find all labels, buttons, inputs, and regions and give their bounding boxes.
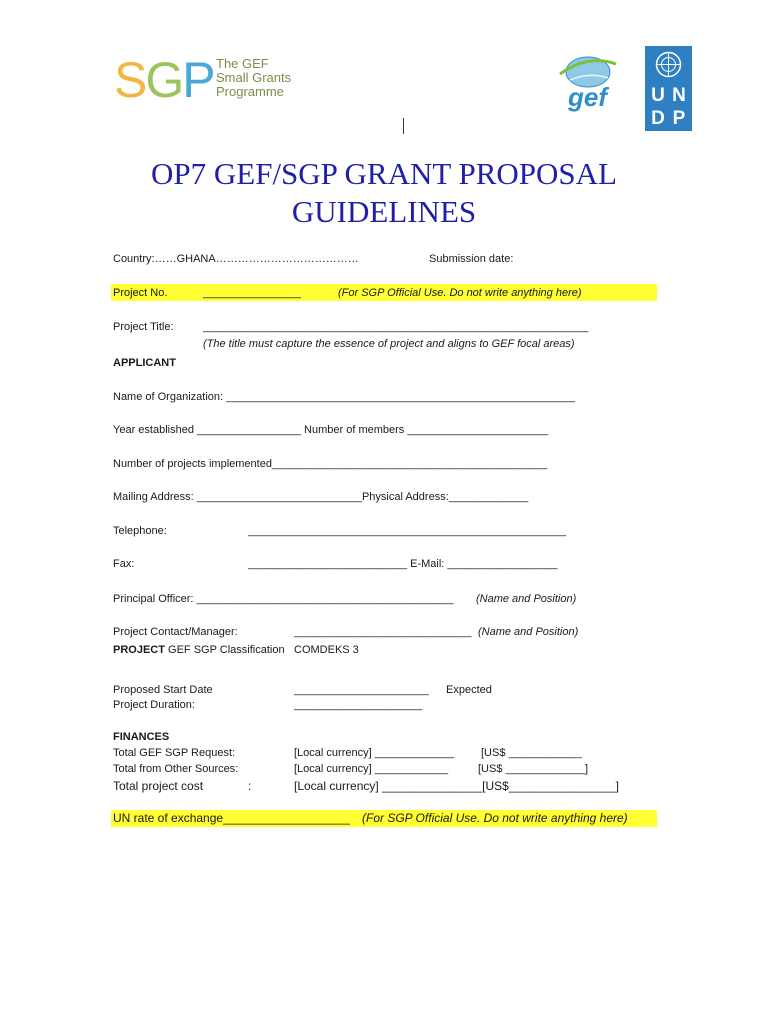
sgp-logo-line-2: Small Grants — [216, 70, 292, 85]
classification-value: COMDEKS 3 — [294, 644, 359, 656]
undp-letter-d: D — [651, 108, 665, 129]
applicant-heading: APPLICANT — [113, 357, 176, 369]
undp-logo — [645, 46, 692, 131]
principal-officer-note: (Name and Position) — [476, 593, 577, 605]
gef-request-usd-field[interactable]: [US$ ____________ — [481, 747, 582, 759]
project-contact-field[interactable]: _____________________________ — [294, 626, 472, 638]
principal-officer-field[interactable]: Principal Officer: __________________________________________ — [113, 593, 454, 605]
page-title-line-2: GUIDELINES — [291, 194, 477, 229]
total-cost-colon: : — [248, 779, 252, 793]
project-title-note: (The title must capture the essence of project and aligns to GEF focal areas) — [203, 338, 575, 350]
sgp-logo — [114, 52, 214, 108]
country-field[interactable]: Country:……GHANA………………………………… — [113, 253, 359, 265]
page-title — [0, 155, 768, 231]
mailing-address-field[interactable]: Mailing Address: ___________________________Physical Address:_____________ — [113, 491, 529, 503]
un-rate-field[interactable]: UN rate of exchange___________________ — [113, 811, 350, 825]
sgp-logo-text — [216, 57, 291, 99]
telephone-label: Telephone: — [113, 525, 167, 537]
year-established-field[interactable]: Year established _________________ Number of members _______________________ — [113, 424, 549, 436]
gef-request-label: Total GEF SGP Request: — [113, 747, 236, 759]
classification-label-rest: GEF SGP Classification — [164, 644, 285, 656]
classification-label — [113, 643, 285, 657]
sgp-logo-p: P — [182, 52, 214, 108]
start-date-expected: Expected — [446, 684, 492, 696]
classification-label-bold: PROJECT — [113, 644, 165, 656]
project-title-label: Project Title: — [113, 321, 174, 333]
fax-email-field[interactable]: __________________________ E-Mail: __________________ — [248, 558, 558, 570]
other-sources-usd-field[interactable]: [US$ _____________] — [478, 763, 589, 775]
undp-letter-n: N — [672, 85, 686, 106]
total-cost-label: Total project cost — [113, 779, 204, 793]
text-cursor — [403, 118, 404, 134]
project-contact-note: (Name and Position) — [478, 626, 579, 638]
un-emblem-icon — [654, 50, 683, 79]
gef-request-local-field[interactable]: [Local currency] _____________ — [294, 747, 455, 759]
duration-field[interactable]: _____________________ — [294, 699, 423, 711]
duration-label: Project Duration: — [113, 699, 195, 711]
project-no-field[interactable]: ________________ — [203, 287, 301, 299]
submission-date-label: Submission date: — [429, 253, 514, 265]
start-date-field[interactable]: ______________________ — [294, 684, 429, 696]
undp-letter-p: P — [672, 108, 686, 129]
organization-name-field[interactable]: Name of Organization: _________________________________________________________ — [113, 391, 575, 403]
project-title-field[interactable]: _______________________________________________________________ — [203, 321, 589, 333]
finances-heading: FINANCES — [113, 731, 170, 743]
fax-label: Fax: — [113, 558, 135, 570]
sgp-logo-line-1: The GEF — [216, 56, 269, 71]
other-sources-label: Total from Other Sources: — [113, 763, 239, 775]
gef-logo-text: gef — [568, 82, 607, 112]
project-no-note: (For SGP Official Use. Do not write anything here) — [338, 287, 582, 299]
project-contact-label: Project Contact/Manager: — [113, 626, 238, 638]
sgp-logo-g: G — [145, 52, 183, 108]
total-cost-field[interactable]: [Local currency] _______________[US$________________] — [294, 779, 619, 793]
sgp-logo-line-3: Programme — [216, 84, 284, 99]
projects-implemented-field[interactable]: Number of projects implemented_____________________________________________ — [113, 458, 548, 470]
telephone-field[interactable]: ____________________________________________________ — [248, 525, 567, 537]
project-no-label: Project No. — [113, 287, 168, 299]
page-title-line-1: OP7 GEF/SGP GRANT PROPOSAL — [151, 156, 617, 191]
start-date-label: Proposed Start Date — [113, 684, 213, 696]
undp-letter-u: U — [651, 85, 665, 106]
other-sources-local-field[interactable]: [Local currency] ____________ — [294, 763, 449, 775]
sgp-logo-s: S — [114, 52, 146, 108]
un-rate-note: (For SGP Official Use. Do not write anything here) — [362, 811, 628, 825]
